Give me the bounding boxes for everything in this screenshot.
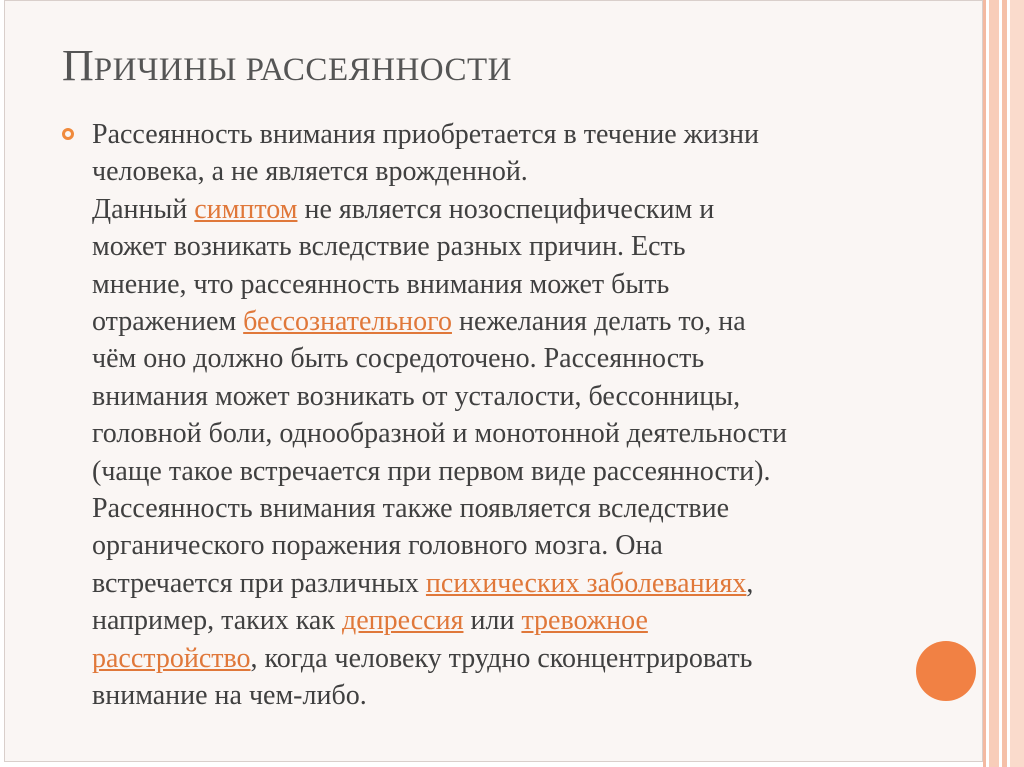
text-line: чём оно должно быть сосредоточено. Рассеянность	[92, 343, 705, 375]
link-anxiety-disorder[interactable]: расстройство	[92, 642, 251, 674]
text-line: органического поражения головного мозга. Она	[92, 530, 663, 562]
text-line: головной боли, однообразной и монотонной деятельности	[92, 418, 787, 450]
link-unconscious[interactable]: бессознательного	[243, 306, 452, 338]
text-fragment: например, таких как	[92, 605, 342, 637]
title-initial: П	[62, 41, 94, 90]
text-line: Рассеянность внимания приобретается в течение жизни	[92, 119, 760, 150]
stripe	[1010, 0, 1024, 767]
decorative-stripes	[983, 0, 1024, 767]
text-line: может возникать вследствие разных причин. Есть	[92, 231, 686, 263]
text-line: человека, а не является врожденной.	[92, 156, 528, 188]
title-small-caps: РИЧИНЫ РАССЕЯННОСТИ	[93, 52, 513, 88]
decorative-circle	[916, 641, 976, 701]
text-fragment: нежелания делать то, на	[451, 306, 746, 338]
link-symptom[interactable]: симптом	[194, 193, 298, 225]
text-line: Рассеянность внимания также появляется вследствие	[92, 493, 730, 525]
link-anxiety-disorder[interactable]: тревожное	[521, 605, 648, 637]
text-line: внимание на чем-либо.	[92, 680, 367, 712]
text-fragment: , когда человеку трудно сконцентрировать	[250, 642, 753, 674]
text-line	[92, 565, 972, 602]
text-line	[92, 602, 972, 639]
text-fragment: встречается при различных	[92, 567, 426, 599]
text-line	[92, 191, 972, 228]
text-fragment: или	[463, 605, 522, 637]
body-paragraph	[92, 116, 972, 715]
text-line	[92, 303, 972, 340]
stripe	[1002, 0, 1007, 767]
stripe	[989, 0, 999, 767]
link-depression[interactable]: депрессия	[341, 605, 464, 637]
text-line: мнение, что рассеянность внимания может быть	[92, 268, 670, 300]
text-fragment: Данный	[92, 193, 195, 225]
stripe	[983, 0, 986, 767]
link-mental-illness[interactable]: психических заболеваниях	[425, 567, 747, 599]
text-fragment: не является нозоспецифическим и	[297, 193, 715, 225]
text-line	[92, 640, 972, 677]
text-line: (чаще такое встречается при первом виде рассеянности).	[92, 455, 771, 487]
text-fragment: отражением	[92, 306, 244, 338]
slide-title	[62, 40, 512, 96]
text-line: внимания может возникать от усталости, бессонницы,	[92, 380, 741, 412]
bullet-ring-icon	[62, 128, 74, 140]
text-fragment: ,	[746, 567, 754, 599]
